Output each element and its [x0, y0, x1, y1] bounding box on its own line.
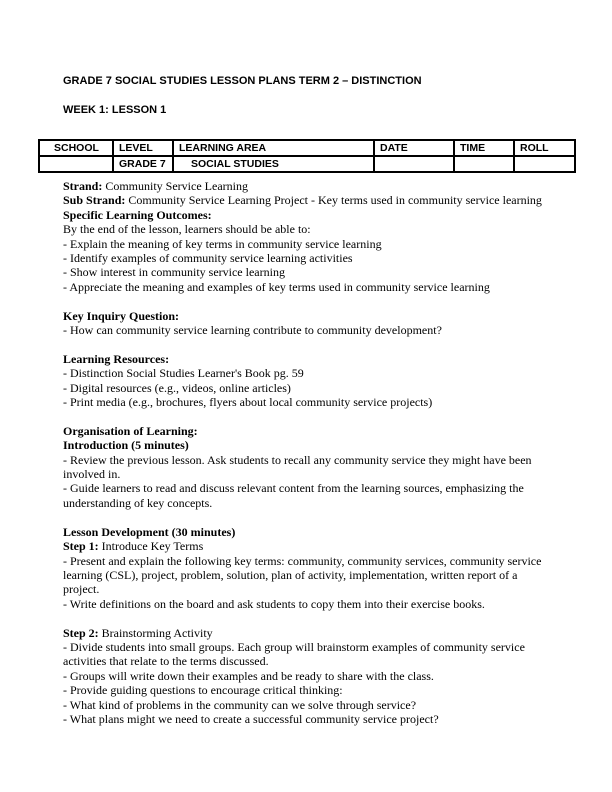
info-table-value-row [39, 156, 575, 172]
table-cell [374, 156, 454, 172]
paragraph [63, 698, 553, 712]
paragraph-text: - Digital resources (e.g., videos, online articles) [63, 380, 291, 395]
paragraph [63, 280, 553, 294]
paragraph [63, 251, 553, 265]
paragraph-text: Brainstorming Activity [101, 625, 213, 640]
paragraph [63, 381, 553, 395]
paragraph [63, 395, 553, 409]
paragraph [63, 438, 553, 452]
info-table-header-row [39, 140, 575, 156]
paragraph-text: - Identify examples of community service learning activities [63, 251, 353, 266]
paragraph-text: - Present and explain the following key terms: community, community services, community service learning (CSL), project, problem, solution, plan of activity, implementation, written report of a project. [63, 553, 542, 597]
table-header-cell: ROLL [514, 140, 575, 156]
bold-label: Lesson Development (30 minutes) [63, 524, 236, 539]
paragraph [63, 597, 553, 611]
paragraph-text: - Groups will write down their examples and be ready to share with the class. [63, 668, 434, 683]
paragraph-text: - Explain the meaning of key terms in community service learning [63, 236, 382, 251]
bold-label: Sub Strand: [63, 193, 126, 208]
paragraph-text: - Distinction Social Studies Learner's Book pg. 59 [63, 366, 304, 381]
paragraph [63, 481, 553, 510]
paragraph [63, 309, 553, 323]
paragraph [63, 712, 553, 726]
paragraph [63, 265, 553, 279]
bold-label: Key Inquiry Question: [63, 308, 180, 323]
paragraph-text: - Print media (e.g., brochures, flyers about local community service projects) [63, 395, 433, 410]
paragraph [63, 453, 553, 482]
bold-label: Strand: [63, 179, 103, 193]
paragraph [63, 352, 553, 366]
paragraph [63, 683, 553, 697]
paragraph-text: - Provide guiding questions to encourage critical thinking: [63, 683, 343, 698]
lesson-content [63, 179, 553, 726]
paragraph-text: - Appreciate the meaning and examples of key terms used in community service learning [63, 279, 490, 294]
bold-label: Organisation of Learning: [63, 423, 198, 438]
paragraph [63, 237, 553, 251]
table-cell [514, 156, 575, 172]
paragraph [63, 539, 553, 553]
paragraph-text: Community Service Learning Project - Key terms used in community service learning [128, 193, 542, 208]
table-header-cell: LEARNING AREA [173, 140, 374, 156]
paragraph [63, 525, 553, 539]
bold-label: Learning Resources: [63, 351, 170, 366]
lesson-info-table [38, 139, 576, 173]
table-header-cell: DATE [374, 140, 454, 156]
table-header-cell: LEVEL [113, 140, 173, 156]
table-cell: SOCIAL STUDIES [173, 156, 374, 172]
lesson-subtitle: WEEK 1: LESSON 1 [63, 104, 167, 116]
page-title: GRADE 7 SOCIAL STUDIES LESSON PLANS TERM 2 – DISTINCTION [63, 75, 422, 87]
paragraph-text: - Review the previous lesson. Ask students to recall any community service they might have been involved in. [63, 452, 532, 482]
bold-label: Specific Learning Outcomes: [63, 207, 212, 222]
paragraph [63, 208, 553, 222]
paragraph [63, 366, 553, 380]
paragraph-text: Introduce Key Terms [101, 539, 204, 554]
paragraph-text: Community Service Learning [105, 179, 248, 193]
paragraph [63, 222, 553, 236]
paragraph-text: By the end of the lesson, learners should be able to: [63, 222, 311, 237]
paragraph-text: - What kind of problems in the community can we solve through service? [63, 697, 417, 712]
table-header-cell: SCHOOL [39, 140, 113, 156]
paragraph [63, 323, 553, 337]
paragraph [63, 669, 553, 683]
bold-label: Step 2: [63, 625, 99, 640]
paragraph-text: - Divide students into small groups. Each group will brainstorm examples of community service activities that relate to the terms discussed. [63, 639, 525, 669]
table-cell: GRADE 7 [113, 156, 173, 172]
table-cell [454, 156, 514, 172]
bold-label: Step 1: [63, 539, 99, 554]
paragraph [63, 554, 553, 597]
bold-label: Introduction (5 minutes) [63, 438, 189, 453]
paragraph-text: - Guide learners to read and discuss relevant content from the learning sources, emphasizing the understanding of key concepts. [63, 481, 524, 510]
paragraph [63, 626, 553, 640]
paragraph [63, 424, 553, 438]
paragraph-text: - How can community service learning contribute to community development? [63, 323, 442, 338]
paragraph [63, 193, 553, 207]
paragraph [63, 640, 553, 669]
paragraph [63, 179, 553, 193]
paragraph-text: - Show interest in community service learning [63, 265, 285, 280]
paragraph-text: - Write definitions on the board and ask students to copy them into their exercise books. [63, 596, 485, 611]
paragraph-text: - What plans might we need to create a successful community service project? [63, 711, 439, 726]
table-header-cell: TIME [454, 140, 514, 156]
table-cell [39, 156, 113, 172]
